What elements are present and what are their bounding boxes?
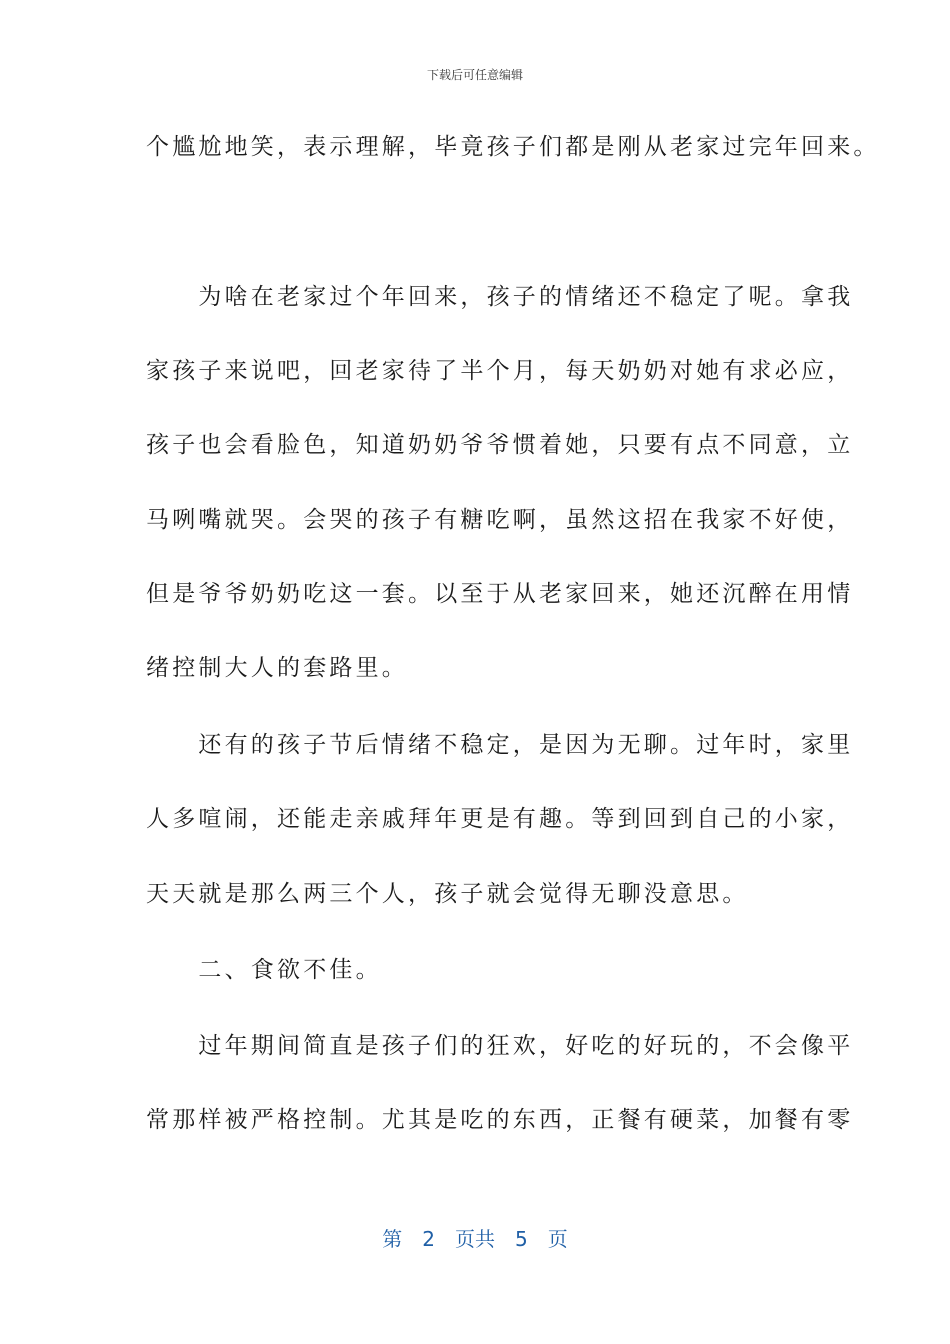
text-line: 为啥在老家过个年回来，孩子的情绪还不稳定了呢。拿我 xyxy=(146,284,854,310)
text-line: 天天就是那么两三个人，孩子就会觉得无聊没意思。 xyxy=(146,881,749,907)
text-line: 绪控制大人的套路里。 xyxy=(146,655,408,681)
text-line: 常那样被严格控制。尤其是吃的东西，正餐有硬菜，加餐有零 xyxy=(146,1107,854,1133)
text-line: 马咧嘴就哭。会哭的孩子有糖吃啊，虽然这招在我家不好使， xyxy=(146,507,854,533)
text-line: 家孩子来说吧，回老家待了半个月，每天奶奶对她有求必应， xyxy=(146,358,854,384)
text-line: 孩子也会看脸色，知道奶奶爷爷惯着她，只要有点不同意，立 xyxy=(146,432,854,458)
section-heading: 二、食欲不佳。 xyxy=(146,957,382,983)
text-line: 个尴尬地笑，表示理解，毕竟孩子们都是刚从老家过完年回来。 xyxy=(146,134,880,160)
page-header: 下载后可任意编辑 xyxy=(426,68,523,82)
text-line: 还有的孩子节后情绪不稳定，是因为无聊。过年时，家里 xyxy=(146,732,854,758)
page-number: 第 2 页共 5 页 xyxy=(382,1227,568,1251)
text-line: 但是爷爷奶奶吃这一套。以至于从老家回来，她还沉醉在用情 xyxy=(146,581,854,607)
text-line: 人多喧闹，还能走亲戚拜年更是有趣。等到回到自己的小家， xyxy=(146,806,854,832)
text-line: 过年期间简直是孩子们的狂欢，好吃的好玩的，不会像平 xyxy=(146,1033,854,1059)
